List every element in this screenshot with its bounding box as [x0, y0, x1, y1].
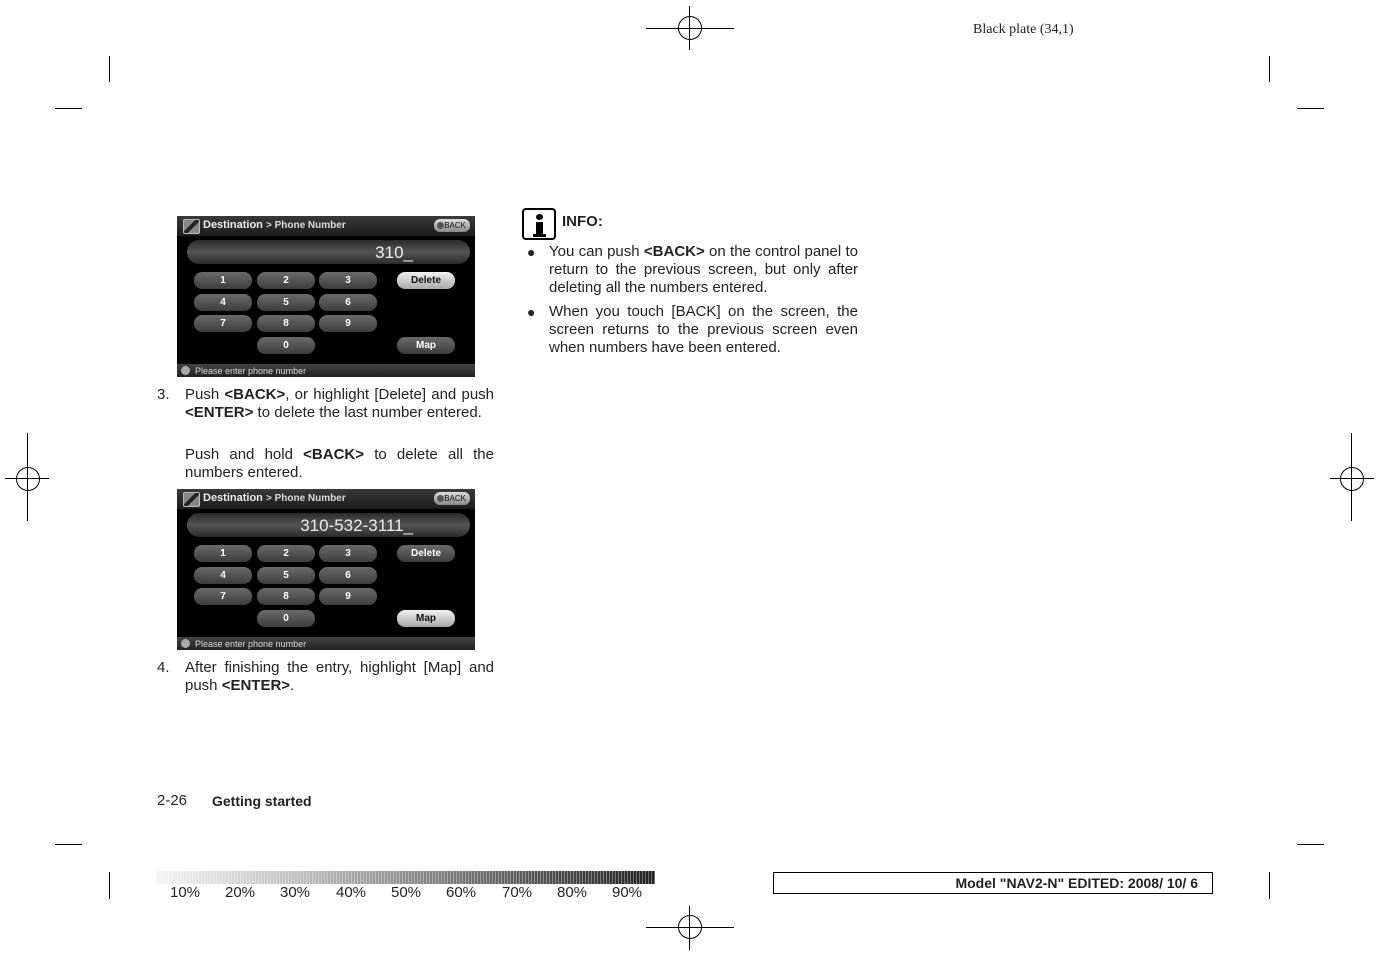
tone-label: 40%: [336, 884, 367, 901]
tone-label: 30%: [280, 884, 311, 901]
crop-mark: [1269, 56, 1270, 82]
screen-message: Please enter phone number: [195, 639, 307, 649]
key-3[interactable]: 3: [319, 272, 377, 289]
tone-label: 50%: [391, 884, 422, 901]
delete-button[interactable]: Delete: [397, 545, 455, 562]
tone-label: 70%: [502, 884, 533, 901]
info-icon: [181, 366, 190, 375]
destination-flag-icon: [183, 219, 200, 234]
tone-label: 60%: [446, 884, 477, 901]
tone-scale-bar: [156, 871, 655, 884]
crop-mark: [1297, 108, 1324, 109]
key-6[interactable]: 6: [319, 294, 377, 311]
key-2[interactable]: 2: [257, 545, 315, 562]
section-name: Getting started: [212, 793, 312, 809]
registration-circle: [678, 16, 702, 40]
key-9[interactable]: 9: [319, 315, 377, 332]
screen-footer: [177, 637, 475, 650]
info-bullet-2: When you touch [BACK] on the screen, the screen returns to the previous screen even when numbers have been entered.: [549, 303, 858, 356]
map-button[interactable]: Map: [397, 610, 455, 627]
key-7[interactable]: 7: [194, 588, 252, 605]
step-4-text: After finishing the entry, highlight [Map] and push <ENTER>.: [185, 659, 494, 694]
key-0[interactable]: 0: [257, 337, 315, 354]
info-icon: [181, 639, 190, 648]
key-4[interactable]: 4: [194, 567, 252, 584]
key-3[interactable]: 3: [319, 545, 377, 562]
phone-number-value: 310-532-3111_: [300, 516, 413, 535]
step-3-text: Push <BACK>, or highlight [Delete] and push <ENTER> to delete the last number entered.: [185, 386, 495, 421]
crop-mark: [55, 844, 82, 845]
step-3-hold-text: Push and hold <BACK> to delete all the numbers entered.: [185, 446, 494, 481]
tone-label: 20%: [225, 884, 256, 901]
crop-mark: [109, 872, 110, 899]
key-1[interactable]: 1: [194, 272, 252, 289]
screen-footer: [177, 364, 475, 377]
key-5[interactable]: 5: [257, 294, 315, 311]
screen-message: Please enter phone number: [195, 366, 307, 376]
bullet-icon: ●: [527, 244, 536, 260]
crop-mark: [1297, 844, 1324, 845]
key-5[interactable]: 5: [257, 567, 315, 584]
back-key: <BACK>: [224, 386, 286, 403]
phone-number-field[interactable]: [187, 240, 470, 264]
key-8[interactable]: 8: [257, 315, 315, 332]
back-button[interactable]: BACK: [434, 492, 470, 505]
screen-header: [177, 216, 475, 236]
screen-subtitle: > Phone Number: [265, 220, 346, 231]
key-8[interactable]: 8: [257, 588, 315, 605]
tone-label: 90%: [612, 884, 643, 901]
screen-header: [177, 489, 475, 509]
enter-key: <ENTER>: [185, 404, 254, 421]
key-7[interactable]: 7: [194, 315, 252, 332]
step-number: 3.: [157, 386, 170, 403]
back-key: <BACK>: [643, 243, 705, 260]
model-edited-box: Model "NAV2-N" EDITED: 2008/ 10/ 6: [773, 872, 1213, 894]
info-box-icon: [522, 208, 556, 240]
key-0[interactable]: 0: [257, 610, 315, 627]
destination-flag-icon: [183, 492, 200, 507]
back-button[interactable]: BACK: [434, 219, 470, 232]
back-key: <BACK>: [303, 446, 364, 463]
key-2[interactable]: 2: [257, 272, 315, 289]
key-4[interactable]: 4: [194, 294, 252, 311]
crop-mark: [55, 108, 82, 109]
tone-label: 10%: [170, 884, 201, 901]
enter-key: <ENTER>: [221, 677, 291, 694]
delete-button[interactable]: Delete: [397, 272, 455, 289]
bullet-icon: ●: [527, 304, 536, 320]
registration-circle: [16, 467, 40, 491]
info-heading: INFO:: [562, 213, 603, 230]
tone-label: 80%: [557, 884, 588, 901]
screen-subtitle: > Phone Number: [265, 493, 346, 504]
step-number: 4.: [157, 659, 170, 676]
crop-mark: [1269, 872, 1270, 899]
page-number: 2-26: [157, 792, 188, 809]
phone-number-value: 310_: [375, 243, 413, 262]
key-1[interactable]: 1: [194, 545, 252, 562]
info-bullet-1: You can push <BACK> on the control panel to return to the previous screen, but only after deleting all the numbers entered.: [549, 243, 858, 296]
screen-title: Destination: [203, 492, 263, 504]
nav-screen-1: [177, 216, 475, 377]
key-6[interactable]: 6: [319, 567, 377, 584]
registration-circle: [1340, 467, 1364, 491]
map-button[interactable]: Map: [397, 337, 455, 354]
screen-title: Destination: [203, 219, 263, 231]
crop-mark: [109, 56, 110, 82]
plate-label: Black plate (34,1): [973, 22, 1074, 37]
key-9[interactable]: 9: [319, 588, 377, 605]
registration-circle: [678, 915, 702, 939]
nav-screen-2: [177, 489, 475, 650]
